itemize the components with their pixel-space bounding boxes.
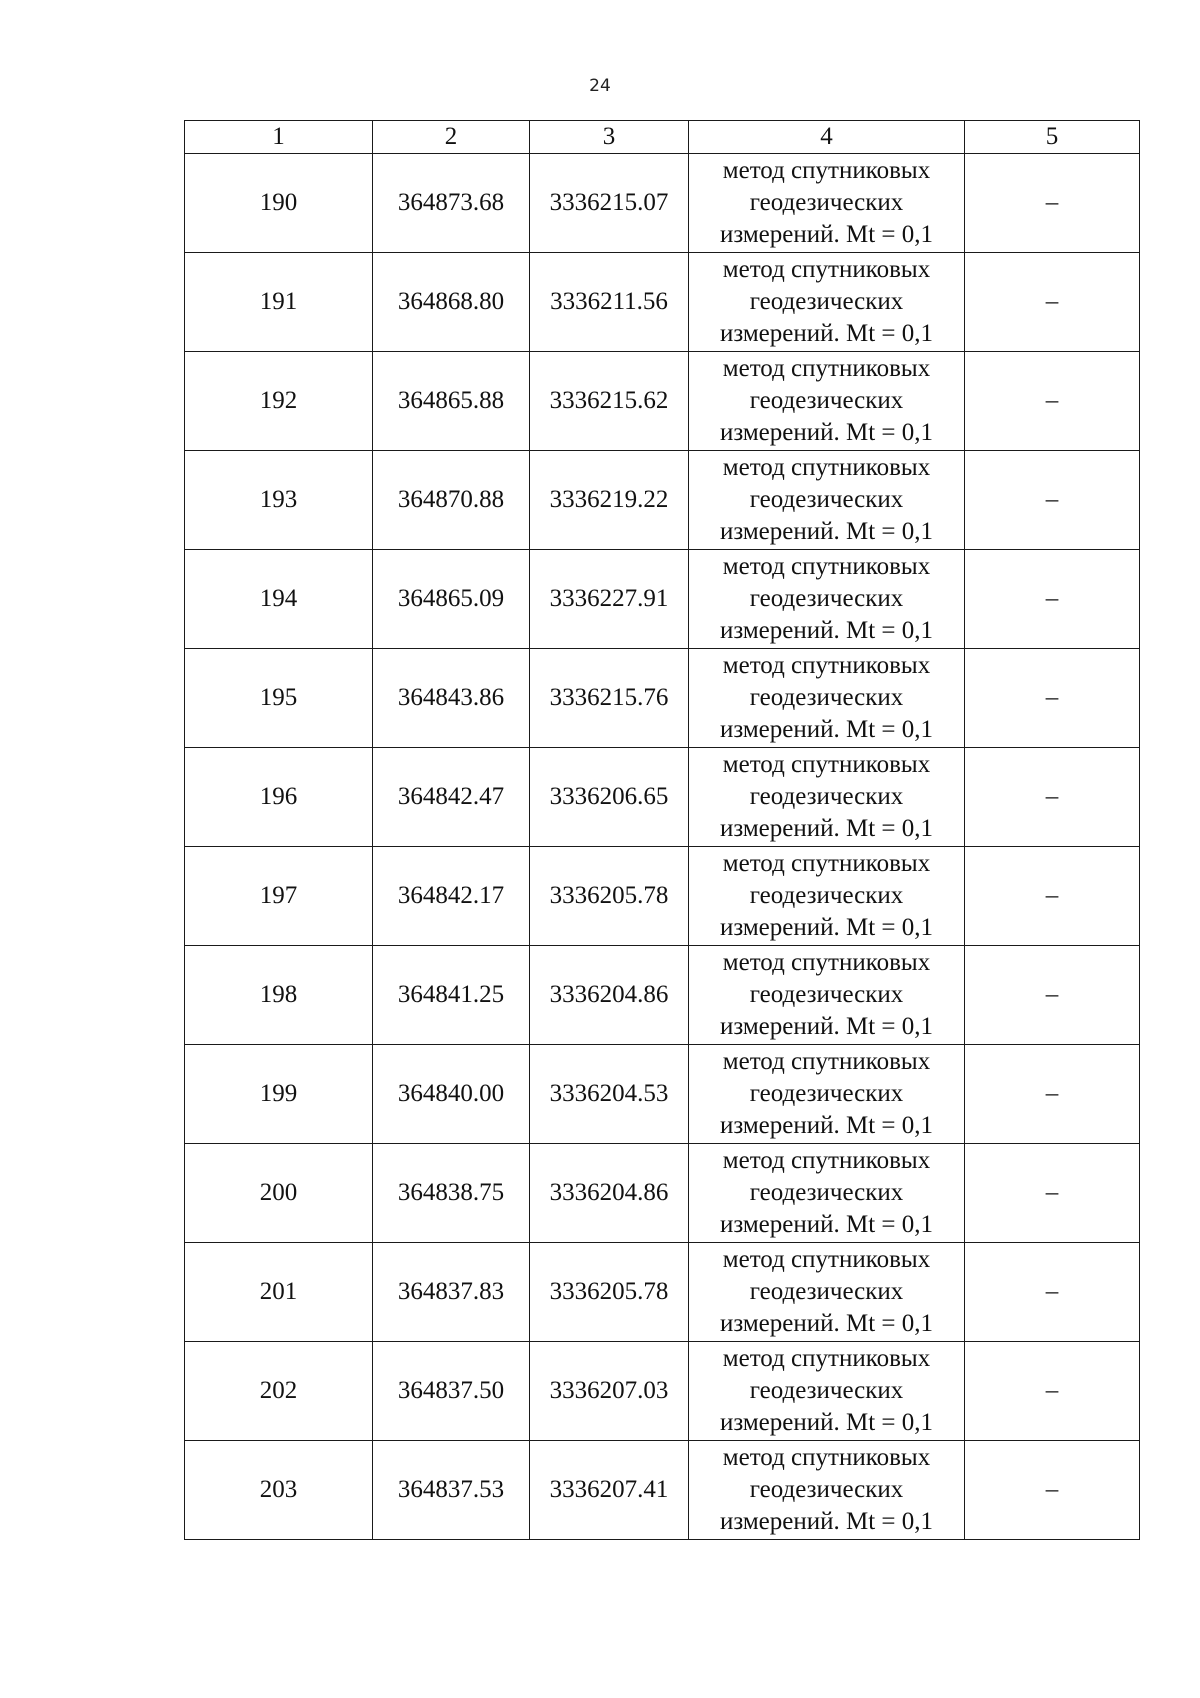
table-row [185, 1243, 1140, 1342]
x-coordinate-cell: 364843.86 [373, 649, 530, 748]
point-number-cell: 193 [185, 451, 373, 550]
method-cell [689, 1243, 965, 1342]
point-number-cell: 197 [185, 847, 373, 946]
note-cell: – [965, 1243, 1140, 1342]
method-text [689, 749, 964, 845]
method-line: измерений. Mt = 0,1 [719, 914, 934, 941]
table-row [185, 847, 1140, 946]
page-number: 24 [589, 76, 611, 96]
table-row [185, 1144, 1140, 1243]
method-line: метод спутниковых [722, 1444, 931, 1471]
method-cell [689, 1045, 965, 1144]
method-line: геодезических [749, 981, 904, 1008]
note-cell: – [965, 352, 1140, 451]
method-line: измерений. Mt = 0,1 [719, 221, 934, 248]
method-text [689, 650, 964, 746]
coordinates-table [184, 120, 1140, 1540]
method-line: измерений. Mt = 0,1 [719, 1112, 934, 1139]
method-text [689, 551, 964, 647]
method-cell [689, 253, 965, 352]
table-row [185, 352, 1140, 451]
method-text [689, 1046, 964, 1142]
x-coordinate-cell: 364841.25 [373, 946, 530, 1045]
method-text [689, 1442, 964, 1538]
method-line: измерений. Mt = 0,1 [719, 1409, 934, 1436]
method-line: геодезических [749, 486, 904, 513]
y-coordinate-cell: 3336219.22 [530, 451, 689, 550]
x-coordinate-cell: 364868.80 [373, 253, 530, 352]
header-row [185, 121, 1140, 154]
note-cell: – [965, 1144, 1140, 1243]
method-line: измерений. Mt = 0,1 [719, 320, 934, 347]
method-cell [689, 1144, 965, 1243]
method-text [689, 848, 964, 944]
method-line: метод спутниковых [722, 157, 931, 184]
point-number-cell: 191 [185, 253, 373, 352]
x-coordinate-cell: 364837.83 [373, 1243, 530, 1342]
table-row [185, 1342, 1140, 1441]
table-row [185, 1441, 1140, 1540]
table-body [185, 154, 1140, 1540]
method-line: измерений. Mt = 0,1 [719, 1508, 934, 1535]
method-cell [689, 154, 965, 253]
point-number-cell: 203 [185, 1441, 373, 1540]
method-line: измерений. Mt = 0,1 [719, 1310, 934, 1337]
column-header-2: 2 [373, 121, 530, 154]
method-cell [689, 649, 965, 748]
method-line: метод спутниковых [722, 355, 931, 382]
point-number-cell: 192 [185, 352, 373, 451]
x-coordinate-cell: 364873.68 [373, 154, 530, 253]
method-line: измерений. Mt = 0,1 [719, 1013, 934, 1040]
column-header-4: 4 [689, 121, 965, 154]
method-line: метод спутниковых [722, 1345, 931, 1372]
table-row [185, 253, 1140, 352]
y-coordinate-cell: 3336204.86 [530, 946, 689, 1045]
table-row [185, 1045, 1140, 1144]
method-line: геодезических [749, 189, 904, 216]
x-coordinate-cell: 364840.00 [373, 1045, 530, 1144]
method-text [689, 947, 964, 1043]
method-line: геодезических [749, 684, 904, 711]
point-number-cell: 190 [185, 154, 373, 253]
method-line: измерений. Mt = 0,1 [719, 518, 934, 545]
method-cell [689, 748, 965, 847]
method-line: геодезических [749, 387, 904, 414]
method-text [689, 254, 964, 350]
method-line: геодезических [749, 1278, 904, 1305]
method-line: измерений. Mt = 0,1 [719, 716, 934, 743]
x-coordinate-cell: 364837.50 [373, 1342, 530, 1441]
y-coordinate-cell: 3336211.56 [530, 253, 689, 352]
y-coordinate-cell: 3336207.41 [530, 1441, 689, 1540]
x-coordinate-cell: 364865.09 [373, 550, 530, 649]
x-coordinate-cell: 364842.47 [373, 748, 530, 847]
method-line: метод спутниковых [722, 256, 931, 283]
x-coordinate-cell: 364865.88 [373, 352, 530, 451]
x-coordinate-cell: 364842.17 [373, 847, 530, 946]
method-text [689, 1343, 964, 1439]
method-line: измерений. Mt = 0,1 [719, 419, 934, 446]
y-coordinate-cell: 3336204.53 [530, 1045, 689, 1144]
method-line: геодезических [749, 783, 904, 810]
table-row [185, 550, 1140, 649]
note-cell: – [965, 1342, 1140, 1441]
point-number-cell: 194 [185, 550, 373, 649]
method-cell [689, 550, 965, 649]
method-line: метод спутниковых [722, 1246, 931, 1273]
y-coordinate-cell: 3336215.62 [530, 352, 689, 451]
method-text [689, 353, 964, 449]
table-row [185, 649, 1140, 748]
note-cell: – [965, 1045, 1140, 1144]
y-coordinate-cell: 3336205.78 [530, 847, 689, 946]
method-text [689, 1145, 964, 1241]
method-text [689, 155, 964, 251]
column-header-1: 1 [185, 121, 373, 154]
y-coordinate-cell: 3336204.86 [530, 1144, 689, 1243]
method-line: метод спутниковых [722, 553, 931, 580]
method-cell [689, 352, 965, 451]
method-line: геодезических [749, 1377, 904, 1404]
note-cell: – [965, 748, 1140, 847]
note-cell: – [965, 847, 1140, 946]
method-line: метод спутниковых [722, 949, 931, 976]
method-text [689, 1244, 964, 1340]
method-line: геодезических [749, 585, 904, 612]
table-row [185, 946, 1140, 1045]
x-coordinate-cell: 364838.75 [373, 1144, 530, 1243]
note-cell: – [965, 154, 1140, 253]
method-line: геодезических [749, 1080, 904, 1107]
x-coordinate-cell: 364837.53 [373, 1441, 530, 1540]
note-cell: – [965, 550, 1140, 649]
y-coordinate-cell: 3336205.78 [530, 1243, 689, 1342]
note-cell: – [965, 1441, 1140, 1540]
note-cell: – [965, 946, 1140, 1045]
method-line: метод спутниковых [722, 652, 931, 679]
column-header-5: 5 [965, 121, 1140, 154]
y-coordinate-cell: 3336215.76 [530, 649, 689, 748]
point-number-cell: 195 [185, 649, 373, 748]
method-line: геодезических [749, 1476, 904, 1503]
method-line: геодезических [749, 1179, 904, 1206]
method-cell [689, 847, 965, 946]
point-number-cell: 201 [185, 1243, 373, 1342]
method-line: измерений. Mt = 0,1 [719, 1211, 934, 1238]
y-coordinate-cell: 3336227.91 [530, 550, 689, 649]
table-row [185, 154, 1140, 253]
table-row [185, 748, 1140, 847]
point-number-cell: 199 [185, 1045, 373, 1144]
method-line: метод спутниковых [722, 454, 931, 481]
method-cell [689, 451, 965, 550]
method-line: измерений. Mt = 0,1 [719, 617, 934, 644]
point-number-cell: 200 [185, 1144, 373, 1243]
x-coordinate-cell: 364870.88 [373, 451, 530, 550]
y-coordinate-cell: 3336206.65 [530, 748, 689, 847]
method-line: измерений. Mt = 0,1 [719, 815, 934, 842]
point-number-cell: 198 [185, 946, 373, 1045]
method-text [689, 452, 964, 548]
note-cell: – [965, 253, 1140, 352]
method-line: метод спутниковых [722, 751, 931, 778]
note-cell: – [965, 451, 1140, 550]
table-header [185, 121, 1140, 154]
table-row [185, 451, 1140, 550]
y-coordinate-cell: 3336215.07 [530, 154, 689, 253]
method-cell [689, 946, 965, 1045]
point-number-cell: 202 [185, 1342, 373, 1441]
y-coordinate-cell: 3336207.03 [530, 1342, 689, 1441]
method-line: геодезических [749, 288, 904, 315]
point-number-cell: 196 [185, 748, 373, 847]
method-cell [689, 1342, 965, 1441]
note-cell: – [965, 649, 1140, 748]
method-line: метод спутниковых [722, 1147, 931, 1174]
column-header-3: 3 [530, 121, 689, 154]
method-cell [689, 1441, 965, 1540]
method-line: метод спутниковых [722, 850, 931, 877]
method-line: метод спутниковых [722, 1048, 931, 1075]
method-line: геодезических [749, 882, 904, 909]
